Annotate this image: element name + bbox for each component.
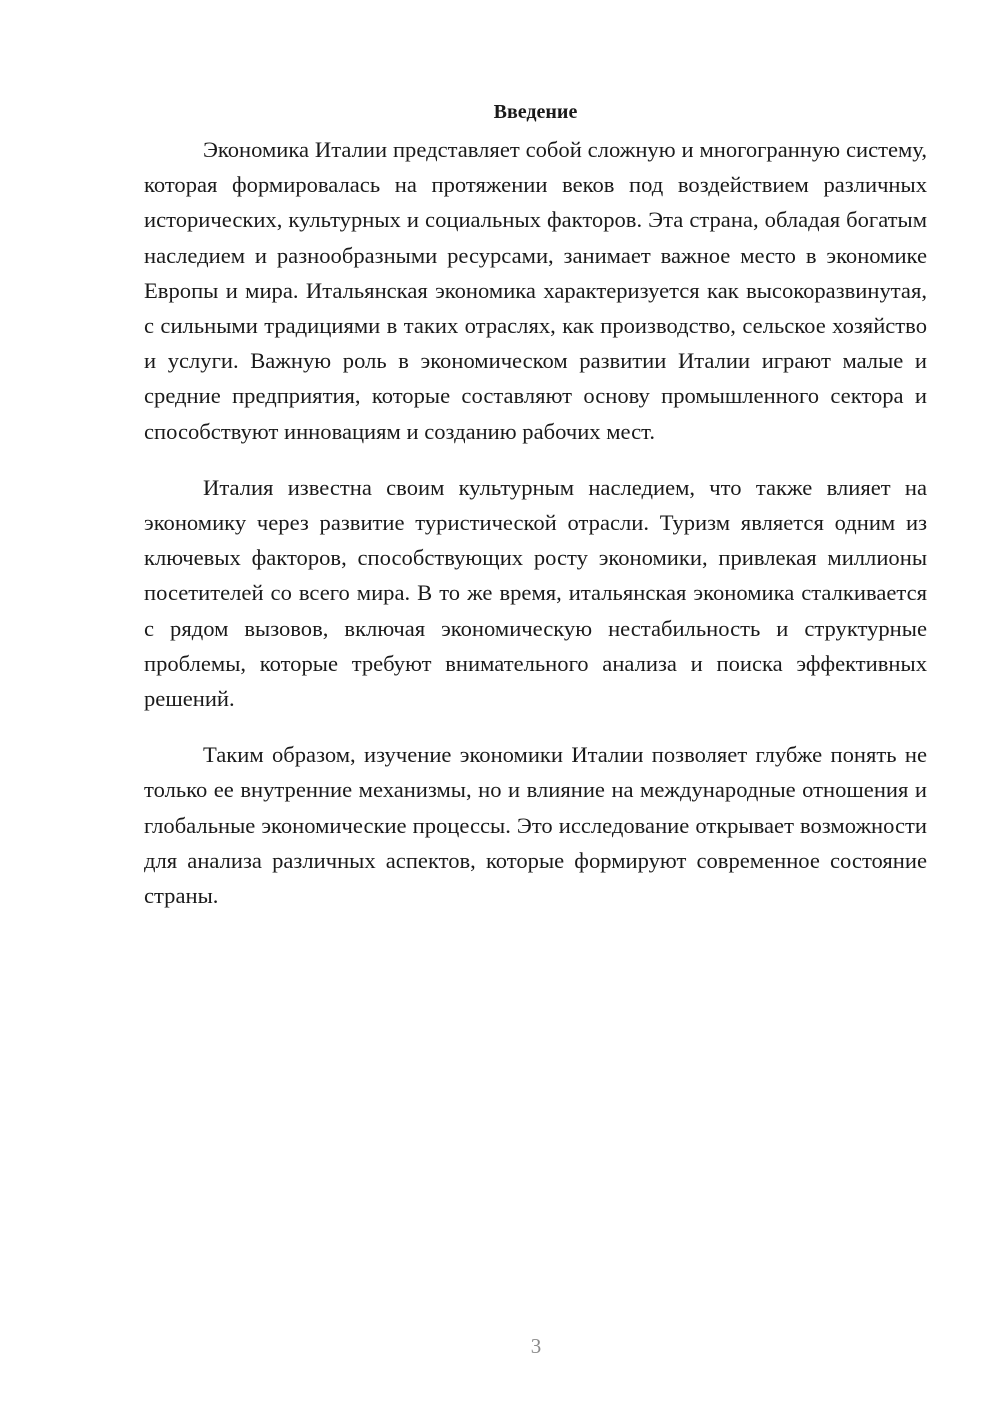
paragraph-2: Италия известна своим культурным наследием, что также влияет на экономику через развитие туристической отрасли. Туризм является одним из ключевых факторов, способствующих росту экономики, привлекая миллионы посетителей со всего мира. В то же время, итальянская экономика сталкивается с рядом вызовов, включая экономическую нестабильность и структурные проблемы, которые требуют внимательного анализа и поиска эффективных решений. (144, 474, 927, 712)
page-content (144, 97, 927, 913)
paragraph-3: Таким образом, изучение экономики Италии позволяет глубже понять не только ее внутренние механизмы, но и влияние на международные отношения и глобальные экономические процессы. Это исследование открывает возможности для анализа различных аспектов, которые формируют современное состояние страны. (144, 742, 927, 909)
paragraph-1: Экономика Италии представляет собой сложную и многогранную систему, которая формировалась на протяжении веков под воздействием различных исторических, культурных и социальных факторов. Эта страна, обладая богатым наследием и разнообразными ресурсами, занимает важное место в экономике Европы и мира. Итальянская экономика характеризуется как высокоразвинутая, с сильными традициями в таких отраслях, как производство, сельское хозяйство и услуги. Важную роль в экономическом развитии Италии играют малые и средние предприятия, которые составляют основу промышленного сектора и способствуют инновациям и созданию рабочих мест. (144, 137, 927, 444)
section-heading: Введение (493, 101, 578, 123)
page-number: 3 (530, 1334, 542, 1358)
